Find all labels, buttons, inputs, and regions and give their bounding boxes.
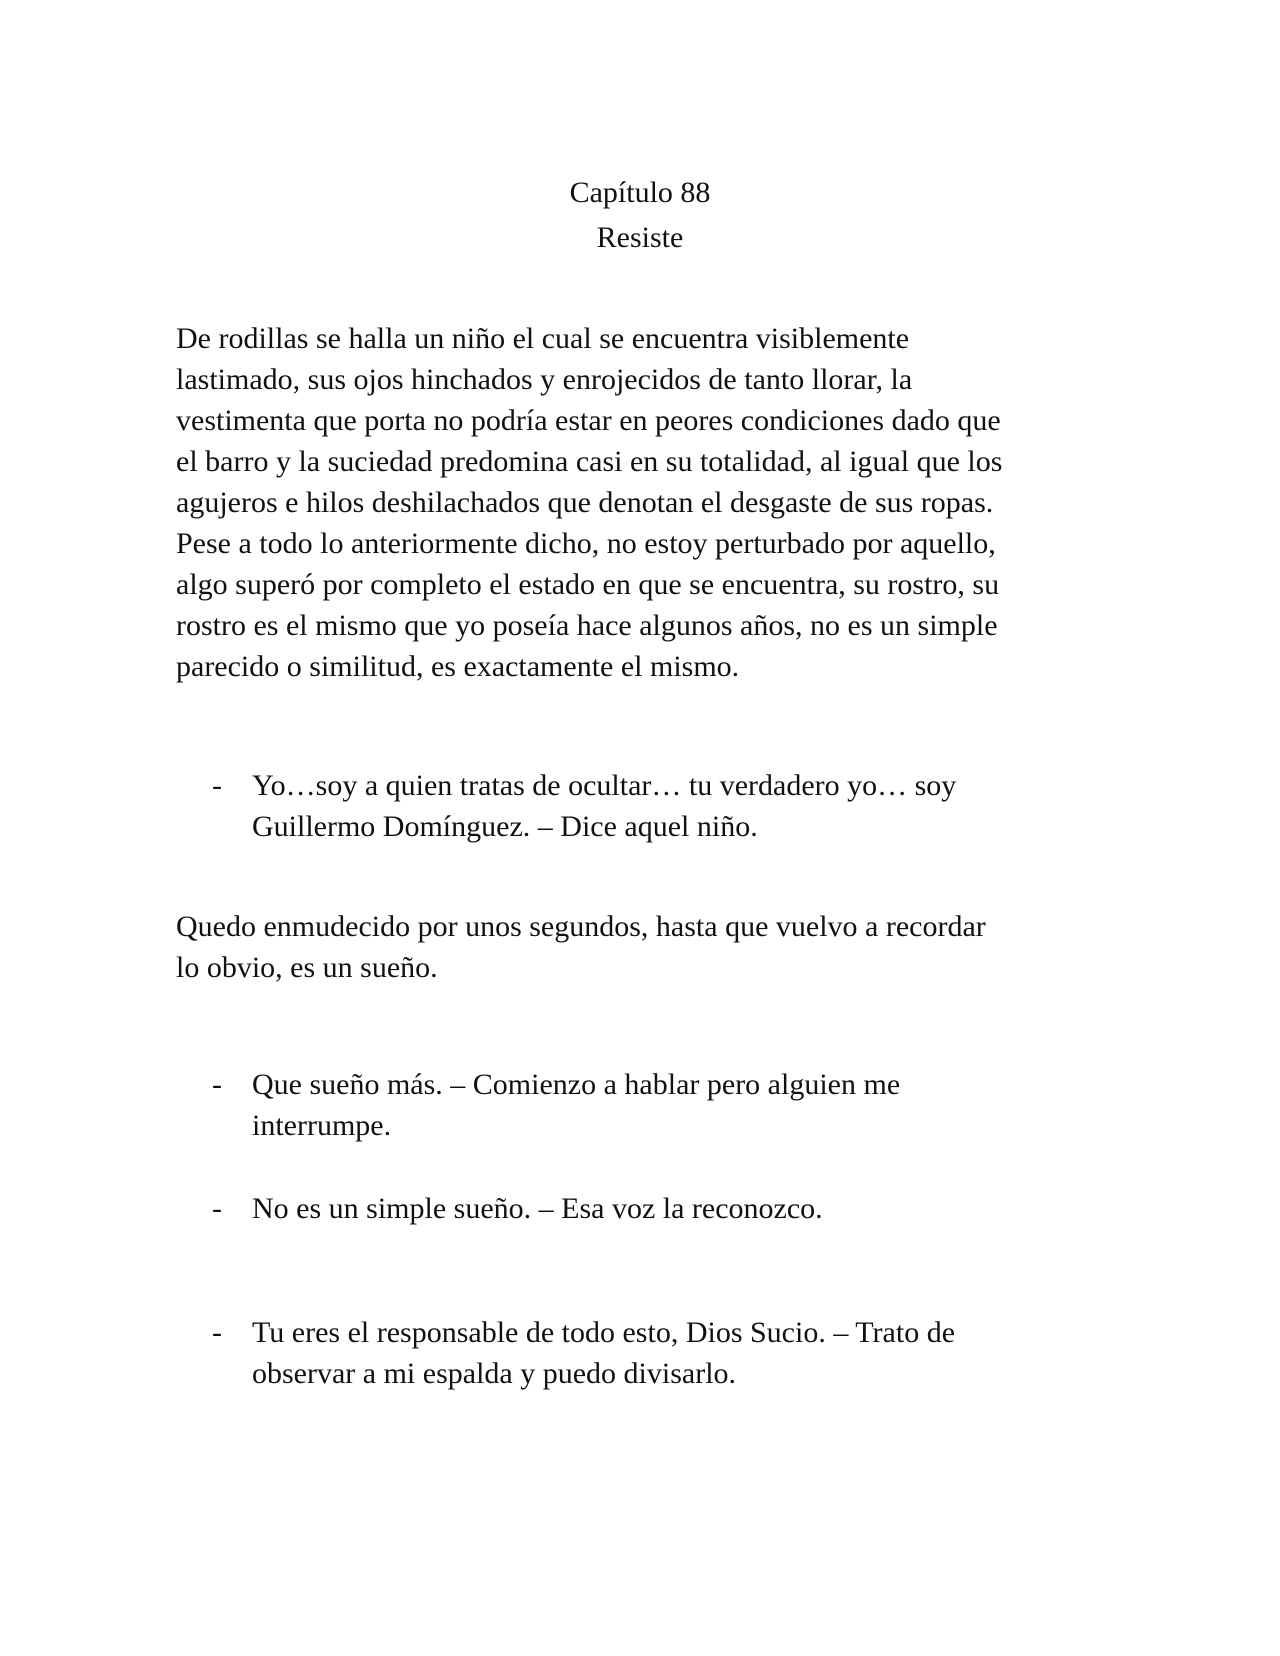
dialogue-line: Que sueño más. – Comienzo a hablar pero alguien me xyxy=(252,1068,901,1101)
chapter-number: Capítulo 88 xyxy=(569,176,711,209)
dialogue-line: Tu eres el responsable de todo esto, Dios Sucio. – Trato de xyxy=(252,1316,956,1349)
dialogue-line: observar a mi espalda y puedo divisarlo. xyxy=(252,1357,737,1390)
dialogue-text xyxy=(252,765,956,847)
paragraph-line: el barro y la suciedad predomina casi en su totalidad, al igual que los xyxy=(176,445,1003,478)
paragraph-line: Quedo enmudecido por unos segundos, hasta que vuelvo a recordar xyxy=(176,910,986,943)
dialogue-line: interrumpe. xyxy=(252,1109,392,1142)
paragraph-line: De rodillas se halla un niño el cual se encuentra visiblemente xyxy=(176,322,910,355)
dialogue-line: Guillermo Domínguez. – Dice aquel niño. xyxy=(252,810,758,843)
chapter-title: Resiste xyxy=(596,221,684,254)
dialogue-dash: - xyxy=(212,1068,222,1101)
dialogue-line: Yo…soy a quien tratas de ocultar… tu verdadero yo… soy xyxy=(252,769,957,802)
dialogue-text xyxy=(252,1312,955,1394)
paragraph-line: parecido o similitud, es exactamente el mismo. xyxy=(176,650,740,683)
dialogue-text xyxy=(252,1188,823,1229)
paragraph-line: lastimado, sus ojos hinchados y enrojecidos de tanto llorar, la xyxy=(176,363,913,396)
paragraph-line: algo superó por completo el estado en que se encuentra, su rostro, su xyxy=(176,568,1000,601)
narrative-paragraph-2 xyxy=(176,906,986,988)
paragraph-line: lo obvio, es un sueño. xyxy=(176,951,438,984)
paragraph-line: agujeros e hilos deshilachados que denotan el desgaste de sus ropas. xyxy=(176,486,994,519)
dialogue-dash: - xyxy=(212,769,222,802)
paragraph-line: vestimenta que porta no podría estar en peores condiciones dado que xyxy=(176,404,1001,437)
dialogue-dash: - xyxy=(212,1316,222,1349)
paragraph-line: Pese a todo lo anteriormente dicho, no estoy perturbado por aquello, xyxy=(176,527,996,560)
narrative-paragraph-1 xyxy=(176,318,1002,687)
dialogue-dash: - xyxy=(212,1192,222,1225)
dialogue-line: No es un simple sueño. – Esa voz la reconozco. xyxy=(252,1192,823,1225)
paragraph-line: rostro es el mismo que yo poseía hace algunos años, no es un simple xyxy=(176,609,998,642)
dialogue-text xyxy=(252,1064,900,1146)
